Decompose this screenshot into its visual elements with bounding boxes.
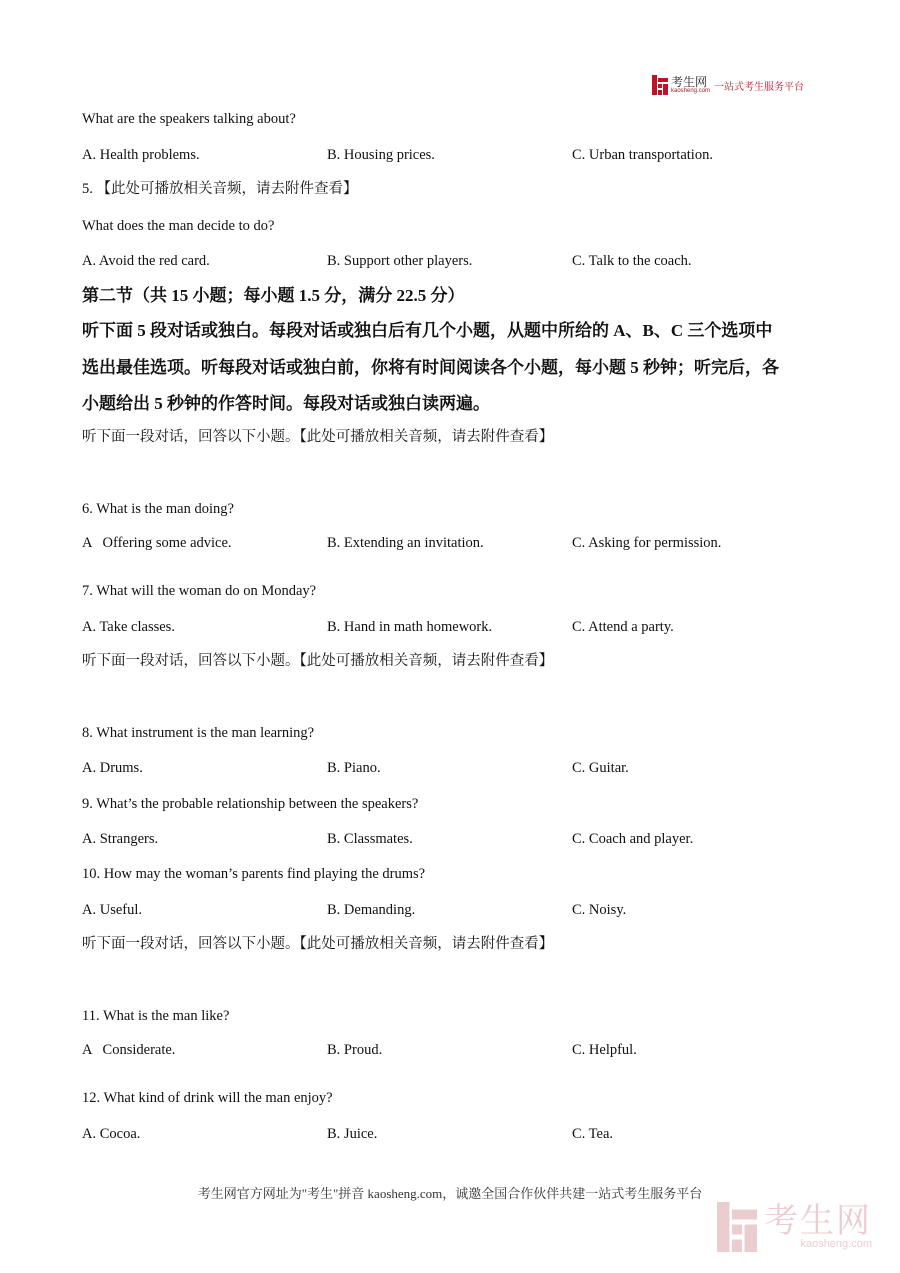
- q4-option-c: C. Urban transportation.: [572, 147, 713, 163]
- q9-option-a: A. Strangers.: [82, 831, 159, 847]
- q4-stem: What are the speakers talking about?: [82, 111, 296, 127]
- q7-option-b: B. Hand in math homework.: [327, 619, 493, 635]
- q10-option-c: C. Noisy.: [572, 902, 627, 918]
- header-logo: [652, 74, 804, 96]
- audio-note-1: 听下面一段对话，回答以下小题。【此处可播放相关音频，请去附件查看】: [82, 429, 554, 445]
- q9-option-c: C. Coach and player.: [572, 831, 694, 847]
- logo-slogan: 一站式考生服务平台: [714, 81, 805, 93]
- q11-option-a: A Considerate.: [82, 1042, 176, 1058]
- instructions-line-1: 听下面 5 段对话或独白。每段对话或独白后有几个小题，从题中所给的 A、B、C 三个选项中: [82, 321, 773, 340]
- instructions-line-3: 小题给出 5 秒钟的作答时间。每段对话或独白读两遍。: [82, 394, 490, 413]
- audio-note-2: 听下面一段对话，回答以下小题。【此处可播放相关音频，请去附件查看】: [82, 653, 554, 669]
- watermark-text-block: [764, 1204, 872, 1250]
- q5-stem: What does the man decide to do?: [82, 218, 275, 234]
- audio-note-3: 听下面一段对话，回答以下小题。【此处可播放相关音频，请去附件查看】: [82, 936, 554, 952]
- footer-text: 考生网官方网址为"考生"拼音 kaosheng.com，诚邀全国合作伙伴共建一站式考生服务平台: [197, 1186, 703, 1201]
- q10-option-b: B. Demanding.: [327, 902, 416, 918]
- watermark-domain: kaosheng.com: [800, 1238, 872, 1250]
- logo-domain: kaosheng.com: [671, 87, 711, 94]
- q6-option-a: A Offering some advice.: [82, 535, 232, 551]
- q12-stem: 12. What kind of drink will the man enjoy?: [82, 1090, 333, 1106]
- instructions-line-2: 选出最佳选项。听每段对话或独白前，你将有时间阅读各个小题，每小题 5 秒钟；听完后，各: [82, 358, 779, 377]
- q6-option-b: B. Extending an invitation.: [327, 535, 484, 551]
- q4-option-a: A. Health problems.: [82, 147, 200, 163]
- q8-stem: 8. What instrument is the man learning?: [82, 725, 315, 741]
- logo-text-block: [671, 76, 710, 95]
- q5-audio-note: 5. 【此处可播放相关音频，请去附件查看】: [82, 181, 358, 197]
- q9-option-b: B. Classmates.: [327, 831, 413, 847]
- q11-option-c: C. Helpful.: [572, 1042, 637, 1058]
- q8-option-a: A. Drums.: [82, 760, 143, 776]
- q12-option-c: C. Tea.: [572, 1126, 614, 1142]
- q5-option-a: A. Avoid the red card.: [82, 253, 210, 269]
- q6-option-c: C. Asking for permission.: [572, 535, 722, 551]
- q6-stem: 6. What is the man doing?: [82, 501, 234, 517]
- q12-option-a: A. Cocoa.: [82, 1126, 141, 1142]
- q4-option-b: B. Housing prices.: [327, 147, 435, 163]
- q7-option-c: C. Attend a party.: [572, 619, 674, 635]
- q7-stem: 7. What will the woman do on Monday?: [82, 583, 317, 599]
- q11-stem: 11. What is the man like?: [82, 1008, 230, 1024]
- watermark-brand: 考生网: [764, 1202, 872, 1240]
- q10-option-a: A. Useful.: [82, 902, 143, 918]
- kaosheng-logo-icon: [652, 75, 668, 95]
- watermark-logo-icon: [716, 1202, 758, 1252]
- q7-option-a: A. Take classes.: [82, 619, 175, 635]
- q8-option-b: B. Piano.: [327, 760, 381, 776]
- q11-option-b: B. Proud.: [327, 1042, 383, 1058]
- q5-option-c: C. Talk to the coach.: [572, 253, 692, 269]
- logo-brand: 考生网: [671, 74, 708, 89]
- q8-option-c: C. Guitar.: [572, 760, 629, 776]
- watermark: [716, 1202, 872, 1252]
- q5-option-b: B. Support other players.: [327, 253, 473, 269]
- section-title: 第二节（共 15 小题；每小题 1.5 分，满分 22.5 分）: [82, 286, 465, 305]
- q9-stem: 9. What’s the probable relationship between the speakers?: [82, 796, 419, 812]
- q10-stem: 10. How may the woman’s parents find playing the drums?: [82, 866, 426, 882]
- q12-option-b: B. Juice.: [327, 1126, 378, 1142]
